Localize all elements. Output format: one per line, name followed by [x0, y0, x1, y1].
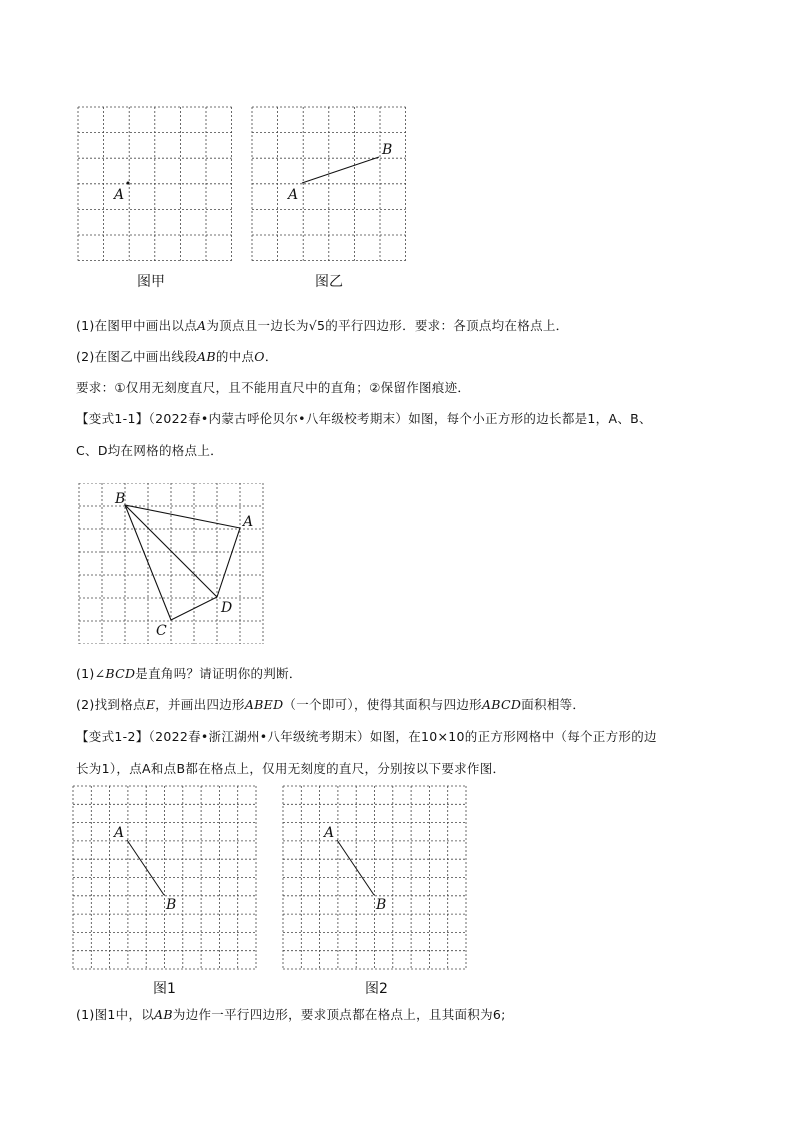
- question-1: (1)在图甲中画出以点A为顶点且一边长为√5的平行四边形．要求：各顶点均在格点上．: [76, 318, 569, 333]
- label-a: A: [114, 187, 125, 203]
- label-d: D: [221, 600, 233, 616]
- label-a: A: [114, 825, 125, 841]
- variant-1-1-heading-cont: C、D均在网格的格点上．: [76, 443, 223, 458]
- segment-ab: [337, 840, 374, 895]
- question-2: (2)在图乙中画出线段AB的中点O．: [76, 349, 278, 364]
- caption-yi: 图乙: [315, 274, 343, 290]
- caption-fig2: 图2: [365, 981, 388, 997]
- requirement: 要求：①仅用无刻度直尺，且不能用直尺中的直角；②保留作图痕迹．: [76, 380, 471, 395]
- variant-1-1-q2: (2)找到格点E，并画出四边形ABED（一个即可），使得其面积与四边形ABCD面积相等．: [76, 697, 586, 712]
- variant-1-2-heading-cont: 长为1），点A和点B都在格点上，仅用无刻度的直尺，分别按以下要求作图．: [76, 761, 506, 776]
- label-c: C: [156, 623, 167, 639]
- caption-jia: 图甲: [137, 274, 165, 290]
- label-a: A: [243, 514, 254, 530]
- label-b: B: [166, 897, 177, 913]
- variant-1-2-heading: 【变式1-2】（2022春•浙江湖州•八年级统考期末）如图，在10×10的正方形网格中（每个正方形的边: [76, 729, 657, 744]
- label-b: B: [115, 491, 126, 507]
- variant-1-1-heading: 【变式1-1】（2022春•内蒙古呼伦贝尔•八年级校考期末）如图，每个小正方形的边长都是1，A、B、: [76, 411, 652, 426]
- grid-figure-1: [72, 785, 258, 971]
- variant-1-2-q1: (1)图1中，以AB为边作一平行四边形，要求顶点都在格点上，且其面积为6;: [76, 1007, 506, 1022]
- segment-ab: [127, 840, 164, 895]
- label-a: A: [288, 187, 299, 203]
- label-b: B: [382, 142, 393, 158]
- segment-ab: [302, 157, 379, 183]
- grid-figure-2: [282, 785, 468, 971]
- label-a: A: [324, 825, 335, 841]
- grid-figure-jia: [77, 106, 235, 261]
- caption-fig1: 图1: [153, 981, 176, 997]
- grid-figure-variant-1-1: [78, 483, 264, 644]
- grid-figure-yi: [251, 106, 409, 261]
- point-a-dot: [127, 182, 130, 185]
- label-b: B: [376, 897, 387, 913]
- variant-1-1-q1: (1)∠BCD是直角吗？请证明你的判断．: [76, 666, 302, 681]
